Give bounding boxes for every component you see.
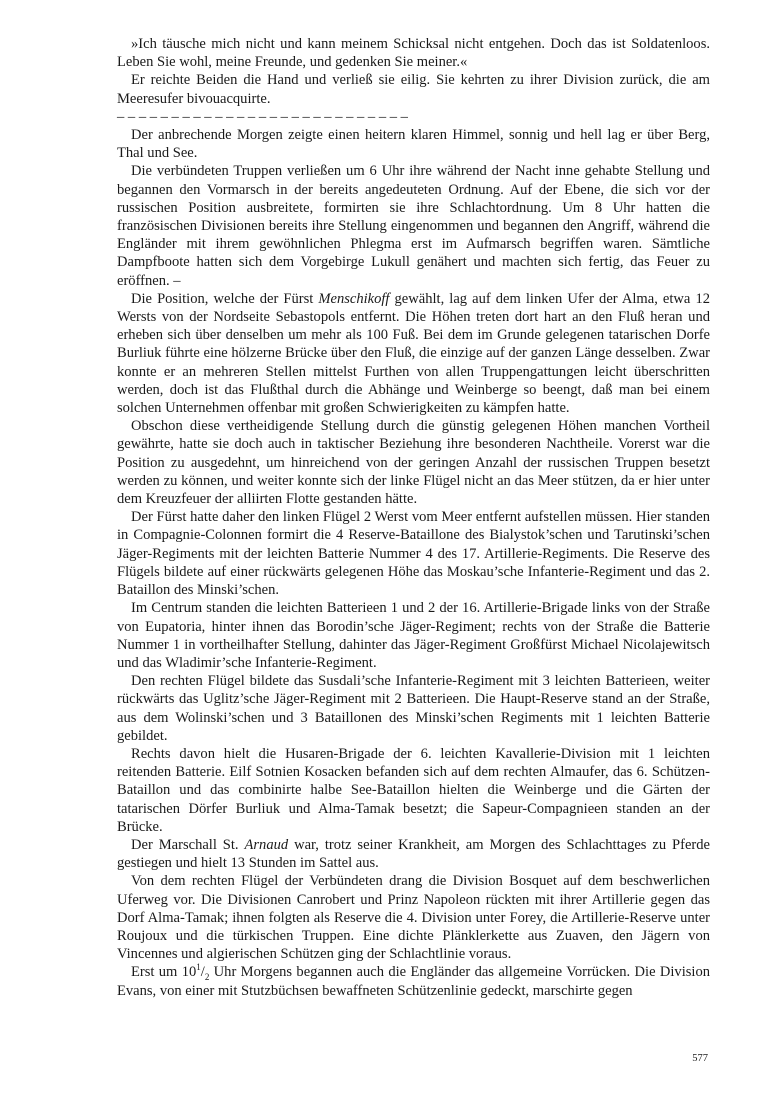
text-run: Uhr Morgens begannen auch die Engländer das allgemeine Vorrücken. Die Division Evans, von einer mit Stutzbüchsen bewaffneten Schützenlinie gedeckt, marschirte gegen — [117, 964, 710, 999]
paragraph: Obschon diese vertheidigende Stellung durch die günstig gelegenen Höhen manchen Vortheil gewährte, hatte sie doch auch in taktischer Beziehung ihre besonderen Nachtheile. Vorerst war die Position zu ausgedehnt, um hinreichend von der geringen Anzahl der russischen Truppen besetzt werden zu können, und weiter konnte sich der linke Flügel nicht an das Meer stützen, da er hier unter dem Kreuzfeuer der alliirten Flotte gestanden hätte. — [117, 418, 710, 508]
paragraph: Von dem rechten Flügel der Verbündeten drang die Division Bosquet auf dem beschwerlichen Uferweg vor. Die Divisionen Canrobert und Prinz Napoleon rückten mit ihrer Artillerie gegen das Dorf Alma-Tamak; ihnen folgten als Reserve die 4. Division unter Forey, die Artillerie-Reserve unter Roujoux und die türkischen Truppen. Eine dichte Plänklerkette aus Zuaven, den Jägern von Vincennes und algierischen Schützen ging der Schlachtlinie voraus. — [117, 873, 710, 963]
paragraph: Die verbündeten Truppen verließen um 6 Uhr ihre während der Nacht inne gehabte Stellung und begannen den Vormarsch in der bereits angedeuteten Ordnung. Auf der Ebene, die sich vor der russischen Position ausbreitete, formirten sie ihre Schlachtordnung. Um 8 Uhr hatten die französischen Divisionen bereits ihre Stellung eingenommen und begannen den Angriff, während die Engländer mit ihrem gewöhnlichen Phlegma erst im Aufmarsch begriffen waren. Sämtliche Dampfboote hatten sich dem Vorgebirge Lukull genähert und machten sich fertig, das Feuer zu eröffnen. – — [117, 163, 710, 289]
text-run: Die Position, welche der Fürst — [131, 290, 319, 307]
paragraph: Den rechten Flügel bildete das Susdali’sche Infanterie-Regiment mit 3 leichten Batterieen, weiter rückwärts das Uglitz’sche Jäger-Regiment mit 2 Batterieen. Die Haupt-Reserve stand an der Straße, aus dem Wolinski’schen und 3 Bataillonen des Minski’schen Regiments mit 1 leichten Batterie gebildet. — [117, 673, 710, 744]
paragraph — [117, 836, 710, 872]
paragraph: »Ich täusche mich nicht und kann meinem Schicksal nicht entgehen. Doch das ist Soldatenloos. Leben Sie wohl, meine Freunde, und gedenken Sie meiner.« — [117, 36, 710, 71]
person-name: Arnaud — [244, 836, 289, 853]
paragraph: Rechts davon hielt die Husaren-Brigade der 6. leichten Kavallerie-Division mit 1 leichten reitenden Batterie. Eilf Sotnien Kosacken befanden sich auf dem rechten Almaufer, das 6. Schützen-Bataillon und das combinirte halbe See-Bataillon hielten die Weinberge und die Gärten der tatarischen Dörfer Burliuk und Alma-Tamak besetzt; die Sapeur-Compagnieen standen an der Brücke. — [117, 745, 710, 835]
fraction-slash: / — [200, 964, 205, 981]
paragraph: Im Centrum standen die leichten Batterieen 1 und 2 der 16. Artillerie-Brigade links von der Straße von Eupatoria, hinter ihnen das Borodin’sche Jäger-Regiment; rechts von der Straße die Batterie Nummer 1 in vortheilhafter Stellung, dahinter das Jäger-Regiment Großfürst Michael Nicolajewitsch und das Wladimir’sche Infanterie-Regiment. — [117, 600, 710, 671]
page-number: 577 — [692, 1053, 708, 1064]
paragraph: Der anbrechende Morgen zeigte einen heitern klaren Himmel, sonnig und hell lag er über Berg, Thal und See. — [117, 127, 710, 162]
paragraph: Der Fürst hatte daher den linken Flügel 2 Werst vom Meer entfernt aufstellen müssen. Hier standen in Compagnie-Colonnen formirt die 4 Reserve-Bataillone des Bialystok’schen und Tarutinski’schen Jäger-Regiments mit der leichten Batterie Nummer 4 des 17. Artillerie-Regiments. Die Reserve des Flügels bildete auf einer rückwärts gelegenen Höhe das Moskau’sche Infanterie-Regiment und das 2. Bataillon des Minski’schen. — [117, 509, 710, 599]
text-run: war, trotz seiner Krankheit, am Morgen des Schlachttages zu Pferde gestiegen und hielt 13 Stunden im Sattel aus. — [117, 836, 710, 872]
text-run: Der Marschall St. — [131, 836, 245, 853]
paragraph — [117, 963, 710, 999]
person-name: Menschikoff — [318, 290, 390, 307]
section-separator: – – – – – – – – – – – – – – – – – – – – – – – – – – – — [117, 108, 408, 125]
paragraph — [117, 290, 710, 417]
paragraph: Er reichte Beiden die Hand und verließ sie eilig. Sie kehrten zu ihrer Division zurück, die am Meeresufer bivouacquirte. — [117, 72, 710, 107]
text-run: Erst um 10 — [131, 964, 197, 981]
fraction-denominator: 2 — [204, 972, 210, 983]
text-run: gewählt, lag auf dem linken Ufer der Alma, etwa 12 Wersts von der Nordseite Sebastopols entfernt. Die Höhen treten dort hart an den Fluß heran und erheben sich über denselben um mehr als 100 Fuß. Bei dem im Grunde gelegenen tatarischen Dorfe Burliuk führte eine hölzerne Brücke über den Fluß, die einzige auf der ganzen Länge desselben. Zwar konnte er an mehreren Stellen mittelst Furthen von allen Truppengattungen leicht überschritten werden, doch ist das Flußthal durch die Abhänge und Weinberge so beengt, daß man bei einem solchen Unternehmen offenbar mit großen Schwierigkeiten zu kämpfen hatte. — [117, 290, 710, 417]
body-text — [117, 35, 710, 1000]
fraction-numerator: 1 — [196, 962, 201, 973]
